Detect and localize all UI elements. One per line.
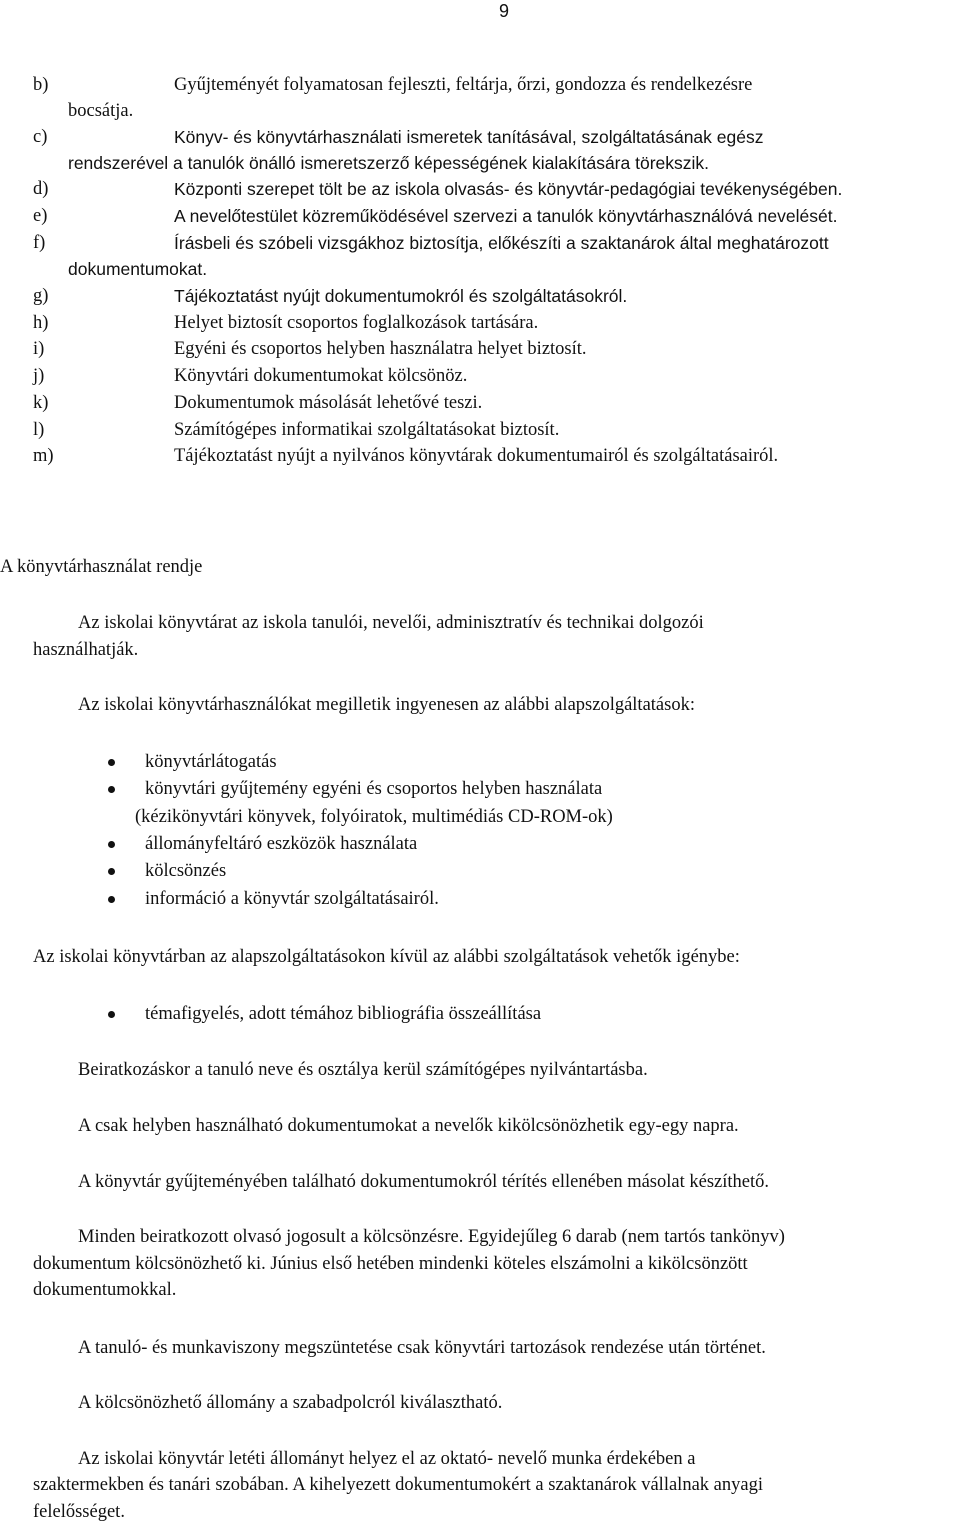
list-item-continuation: (kézikönyvtári könyvek, folyóiratok, multimédiás CD-ROM-ok): [135, 807, 613, 827]
list-letter: g): [33, 286, 49, 306]
list-item-text: Tájékoztatást nyújt dokumentumokról és szolgáltatásokról.: [174, 286, 628, 306]
list-letter: b): [33, 75, 49, 95]
list-item-text: Központi szerepet tölt be az iskola olvasás- és könyvtár-pedagógiai tevékenységében.: [174, 179, 843, 199]
list-item: témafigyelés, adott témához bibliográfia összeállítása: [145, 1004, 542, 1024]
paragraph-termination: A tanuló- és munkaviszony megszüntetése csak könyvtári tartozások rendezése után történet.: [78, 1338, 766, 1358]
list-item-text: Számítógépes informatikai szolgáltatásokat biztosít.: [174, 420, 560, 440]
bullet-icon: [108, 1011, 115, 1018]
list-item: kölcsönzés: [145, 861, 227, 881]
list-letter: h): [33, 313, 49, 333]
list-item-continuation: bocsátja.: [68, 101, 134, 121]
list-letter: l): [33, 420, 45, 440]
list-item: könyvtári gyűjtemény egyéni és csoportos helyben használata: [145, 779, 603, 799]
paragraph-lending-line3: dokumentumokkal.: [33, 1280, 177, 1300]
paragraph-copying: A könyvtár gyűjteményében található dokumentumokról térítés ellenében másolat készíthető.: [78, 1172, 769, 1192]
list-item: könyvtárlátogatás: [145, 752, 277, 772]
list-letter: f): [33, 233, 46, 253]
list-item-text: Gyűjteményét folyamatosan fejleszti, feltárja, őrzi, gondozza és rendelkezésre: [174, 75, 753, 95]
list-item-continuation: dokumentumokat.: [68, 259, 208, 279]
page-number: 9: [499, 1, 510, 21]
bullet-icon: [108, 868, 115, 875]
list-item-continuation: rendszerével a tanulók önálló ismeretszerző képességének kialakítására törekszik.: [68, 153, 710, 173]
paragraph-basic-services-intro: Az iskolai könyvtárhasználókat megilletik ingyenesen az alábbi alapszolgáltatások:: [78, 695, 695, 715]
section-title: A könyvtárhasználat rendje: [0, 557, 203, 577]
list-letter: e): [33, 206, 48, 226]
list-letter: j): [33, 366, 45, 386]
paragraph-deposit-line1: Az iskolai könyvtár letéti állományt helyez el az oktató- nevelő munka érdekében a: [78, 1449, 696, 1469]
paragraph-lending-line1: Minden beiratkozott olvasó jogosult a kölcsönzésre. Egyidejűleg 6 darab (nem tartós tankönyv): [78, 1227, 785, 1247]
list-item: állományfeltáró eszközök használata: [145, 834, 418, 854]
list-item: információ a könyvtár szolgáltatásairól.: [145, 889, 439, 909]
list-letter: i): [33, 339, 45, 359]
paragraph-users-line2: használhatják.: [33, 640, 139, 660]
bullet-icon: [108, 841, 115, 848]
paragraph-registration: Beiratkozáskor a tanuló neve és osztálya kerül számítógépes nyilvántartásba.: [78, 1060, 648, 1080]
paragraph-reference-only: A csak helyben használható dokumentumokat a nevelők kikölcsönözhetik egy-egy napra.: [78, 1116, 739, 1136]
list-item-text: A nevelőtestület közreműködésével szervezi a tanulók könyvtárhasználóvá nevelését.: [174, 206, 838, 226]
paragraph-deposit-line3: felelősséget.: [33, 1502, 125, 1522]
paragraph-users-line1: Az iskolai könyvtárat az iskola tanulói, nevelői, adminisztratív és technikai dolgozói: [78, 613, 704, 633]
list-letter: d): [33, 179, 49, 199]
list-item-text: Könyv- és könyvtárhasználati ismeretek tanításával, szolgáltatásának egész: [174, 127, 764, 147]
list-letter: k): [33, 393, 49, 413]
list-letter: c): [33, 127, 48, 147]
bullet-icon: [108, 759, 115, 766]
bullet-icon: [108, 786, 115, 793]
list-item-text: Írásbeli és szóbeli vizsgákhoz biztosítja, előkészíti a szaktanárok által meghatározott: [174, 233, 829, 253]
list-item-text: Könyvtári dokumentumokat kölcsönöz.: [174, 366, 468, 386]
list-letter: m): [33, 446, 54, 466]
paragraph-extra-services-intro: Az iskolai könyvtárban az alapszolgáltatásokon kívül az alábbi szolgáltatások vehetők igénybe:: [33, 947, 740, 967]
paragraph-open-shelf: A kölcsönözhető állomány a szabadpolcról kiválasztható.: [78, 1393, 503, 1413]
paragraph-lending-line2: dokumentum kölcsönözhető ki. Június első hetében mindenki köteles elszámolni a kikölcsönzött: [33, 1254, 748, 1274]
paragraph-deposit-line2: szaktermekben és tanári szobában. A kihelyezett dokumentumokért a szaktanárok vállalnak anyagi: [33, 1475, 763, 1495]
list-item-text: Helyet biztosít csoportos foglalkozások tartására.: [174, 313, 539, 333]
bullet-icon: [108, 896, 115, 903]
list-item-text: Egyéni és csoportos helyben használatra helyet biztosít.: [174, 339, 587, 359]
list-item-text: Dokumentumok másolását lehetővé teszi.: [174, 393, 483, 413]
list-item-text: Tájékoztatást nyújt a nyilvános könyvtárak dokumentumairól és szolgáltatásairól.: [174, 446, 779, 466]
